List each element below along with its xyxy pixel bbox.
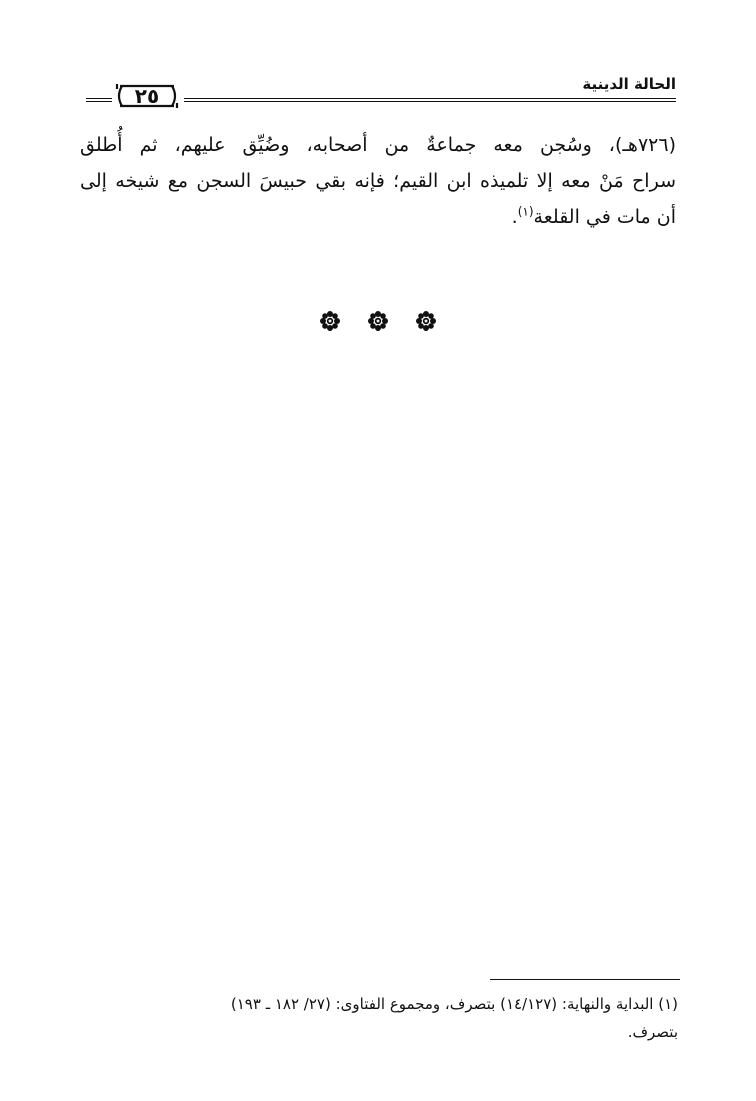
footnote-separator (490, 979, 680, 980)
header-rule-right (184, 98, 676, 102)
page-number: ٢٥ (134, 84, 160, 108)
body-line-3-text: أن مات في القلعة (533, 206, 676, 228)
flower-icon (415, 310, 437, 332)
body-line-2: سراح مَنْ معه إلا تلميذه ابن القيم؛ فإنه بقي حبيسَ السجن مع شيخه إلى (80, 170, 676, 192)
flower-icon (367, 310, 389, 332)
section-divider (0, 310, 756, 332)
flower-icon (319, 310, 341, 332)
footnote-line-2: بتصرف. (627, 1023, 678, 1041)
body-line-1: (٧٢٦هـ)، وسُجن معه جماعةٌ من أصحابه، وضُيِّق عليهم، ثم أُطلق (80, 134, 676, 156)
page-number-frame (114, 82, 180, 110)
footnote-reference: (١) (517, 204, 534, 219)
running-title: الحالة الدينية (582, 75, 676, 93)
header-rule-left (86, 98, 112, 102)
footnote (80, 990, 678, 1046)
body-line-3 (80, 199, 676, 235)
body-end-period: . (511, 206, 518, 228)
body-paragraph (80, 127, 676, 235)
footnote-line-1: (١) البداية والنهاية: (١٤/١٢٧) بتصرف، ومجموع الفتاوى: (٢٧/ ١٨٢ ـ ١٩٣) (230, 995, 678, 1013)
